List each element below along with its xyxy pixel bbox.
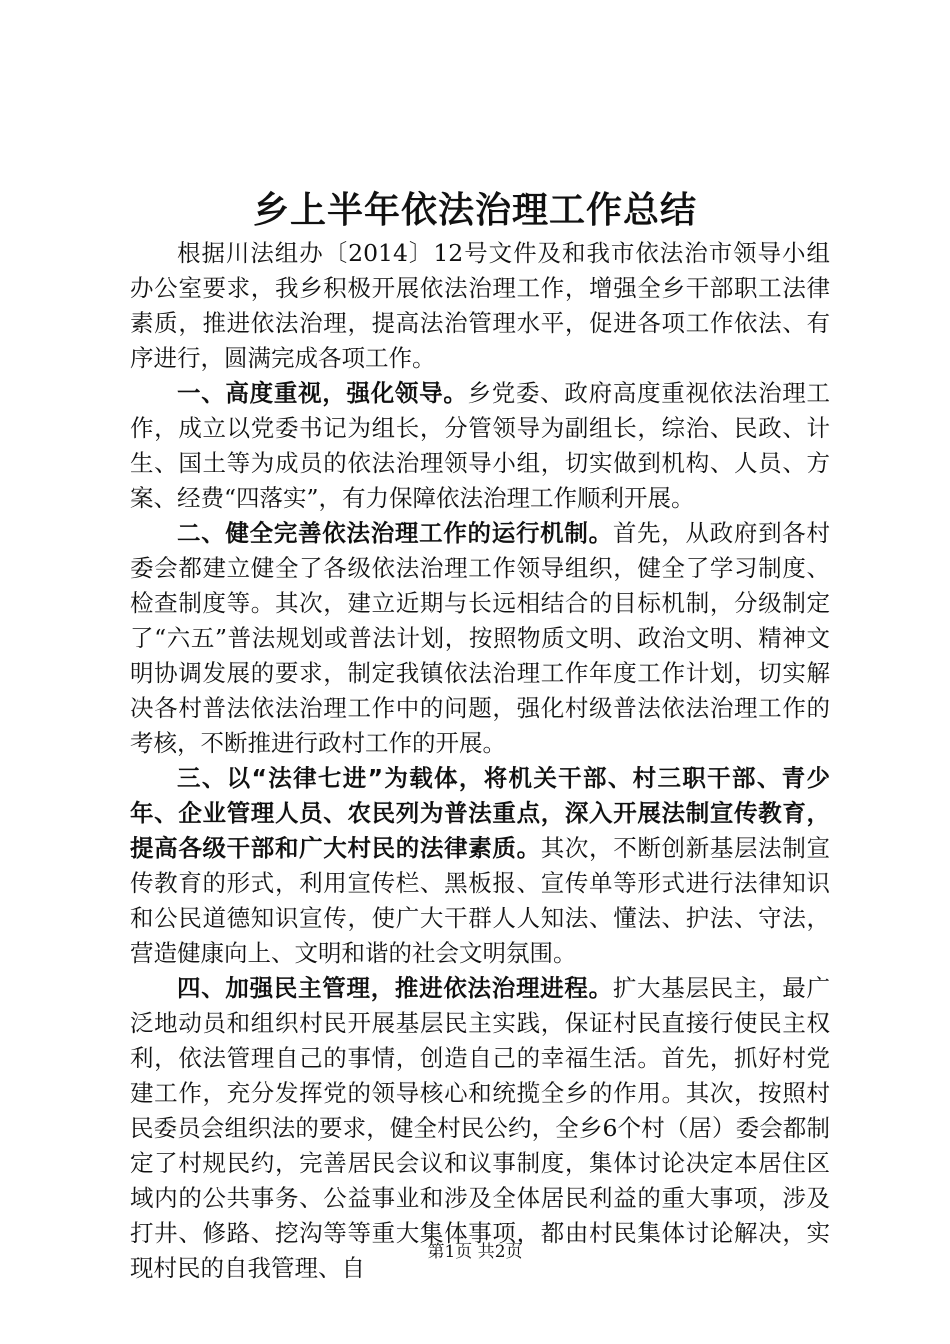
paragraph-text: 根据川法组办〔2014〕12号文件及和我市依法治市领导小组办公室要求，我乡积极开展依法治理工作，增强全乡干部职工法律素质，推进依法治理，提高法治管理水平，促进各项工作依法、有序进行，圆满完成各项工作。 xyxy=(130,239,830,372)
paragraph-section-4 xyxy=(130,971,830,1286)
paragraph-heading: 四、加强民主管理，推进依法治理进程。 xyxy=(177,974,613,1002)
paragraph-section-2 xyxy=(130,516,830,761)
document-body xyxy=(130,236,830,1286)
paragraph-heading: 一、高度重视，强化领导。 xyxy=(177,379,468,407)
paragraph-text: 扩大基层民主，最广泛地动员和组织村民开展基层民主实践，保证村民直接行使民主权利，依法管理自己的事情，创造自己的幸福生活。首先，抓好村党建工作，充分发挥党的领导核心和统揽全乡的作用。其次，按照村民委员会组织法的要求，健全村民公约，全乡6个村（居）委会都制定了村规民约，完善居民会议和议事制度，集体讨论决定本居住区域内的公共事务、公益事业和涉及全体居民利益的重大事项，涉及打井、修路、挖沟等等重大集体事项，都由村民集体讨论解决，实现村民的自我管理、自 xyxy=(130,974,831,1282)
paragraph-heading: 三、以“法律七进”为载体，将机关干部、村三职干部、青少年、企业管理人员、农民列为普法重点，深入开展法制宣传教育，提高各级干部和广大村民的法律素质。 xyxy=(130,764,830,862)
paragraph-section-3 xyxy=(130,761,830,971)
page-footer xyxy=(0,1240,950,1264)
paragraph-intro xyxy=(130,236,830,376)
document-title: 乡上半年依法治理工作总结 xyxy=(252,189,697,231)
paragraph-text: 首先，从政府到各村委会都建立健全了各级依法治理工作领导组织，健全了学习制度、检查制度等。其次，建立近期与长远相结合的目标机制，分级制定了“六五”普法规划或普法计划，按照物质文明、政治文明、精神文明协调发展的要求，制定我镇依法治理工作年度工作计划，切实解决各村普法依法治理工作中的问题，强化村级普法依法治理工作的考核，不断推进行政村工作的开展。 xyxy=(130,519,831,757)
paragraph-text: 乡党委、政府高度重视依法治理工作，成立以党委书记为组长，分管领导为副组长，综治、民政、计生、国土等为成员的依法治理领导小组，切实做到机构、人员、方案、经费“四落实”，有力保障依法治理工作顺利开展。 xyxy=(130,379,831,512)
paragraph-text: 其次，不断创新基层法制宣传教育的形式，利用宣传栏、黑板报、宣传单等形式进行法律知识和公民道德知识宣传，使广大干群人人知法、懂法、护法、守法，营造健康向上、文明和谐的社会文明氛围。 xyxy=(130,834,831,967)
page-number: 第1页 共2页 xyxy=(427,1242,523,1262)
paragraph-heading: 二、健全完善依法治理工作的运行机制。 xyxy=(177,519,613,547)
paragraph-section-1 xyxy=(130,376,830,516)
